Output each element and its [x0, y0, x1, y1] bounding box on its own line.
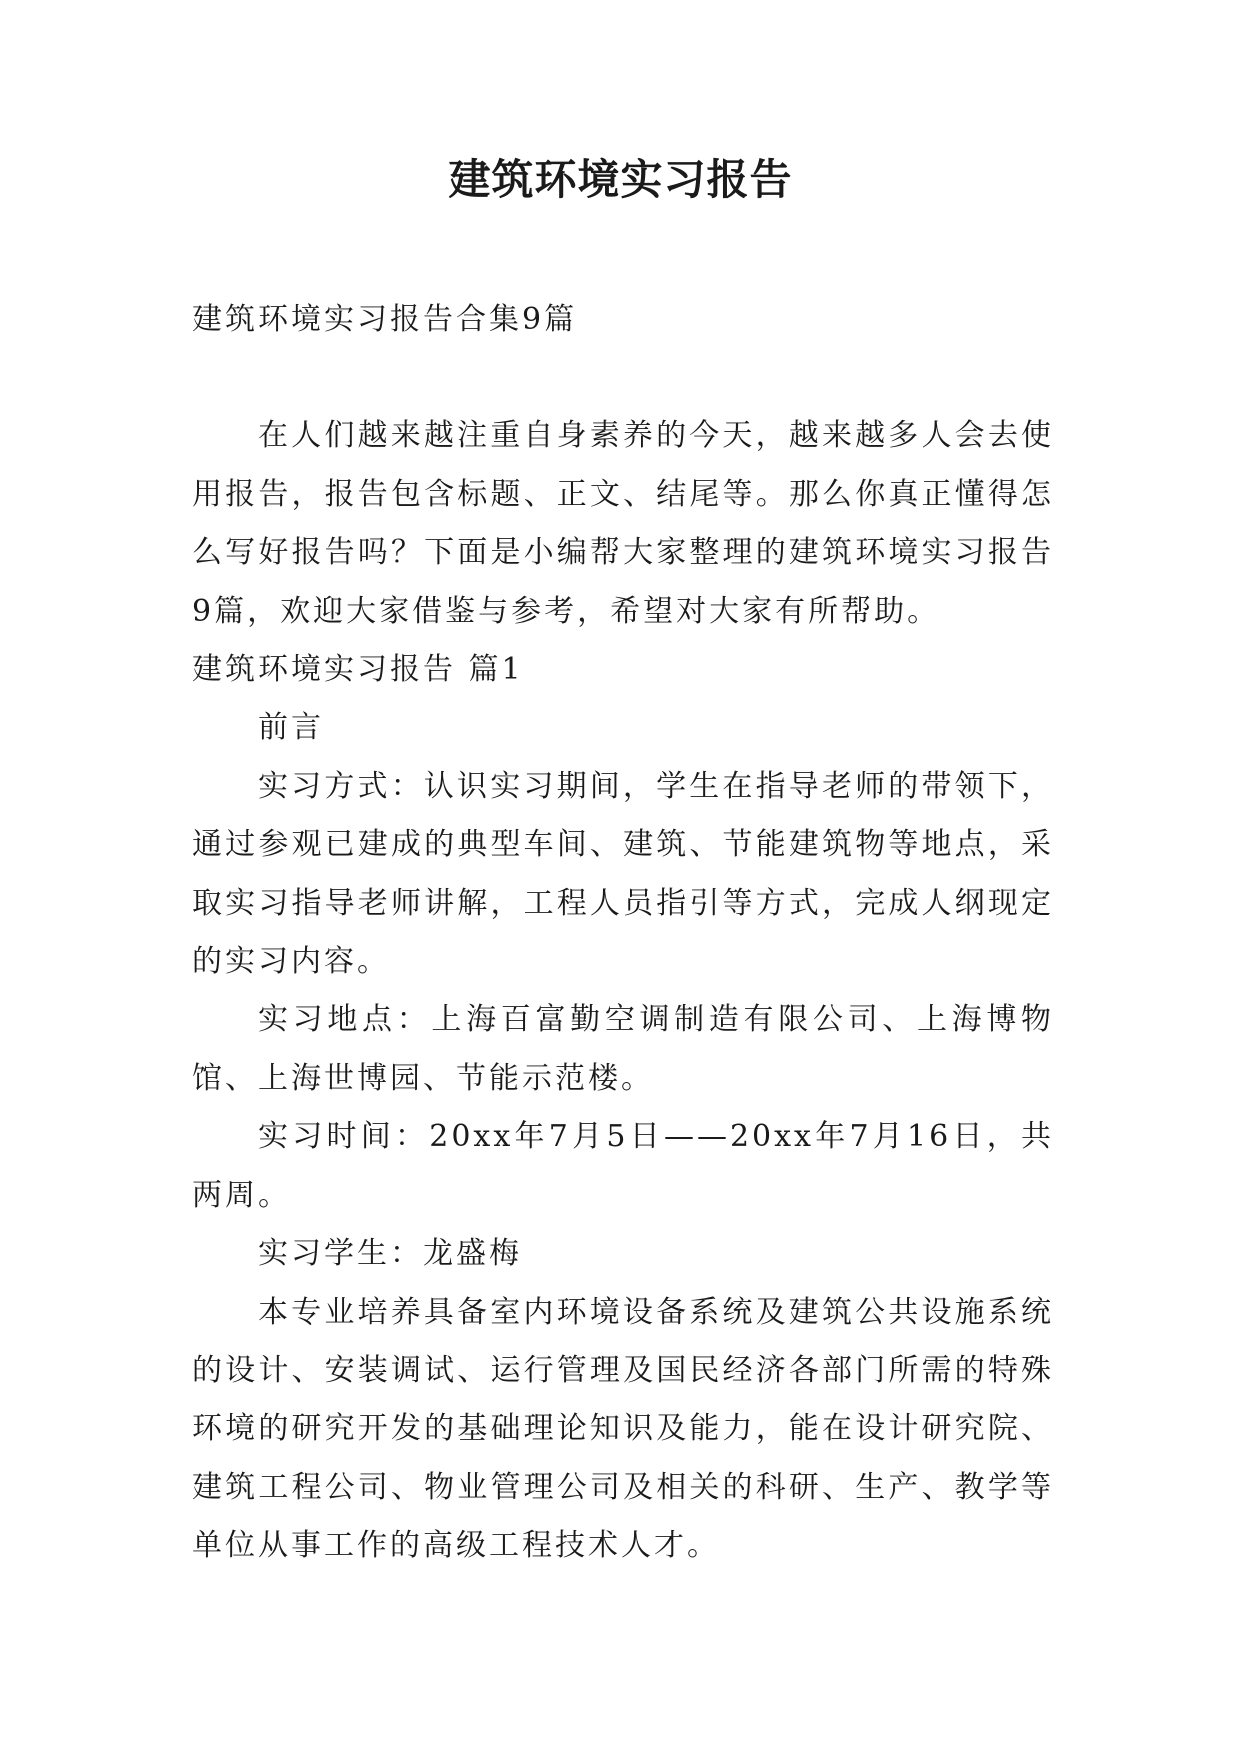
intro-paragraph: 在人们越来越注重自身素养的今天，越来越多人会去使用报告，报告包含标题、正文、结尾等。那么你真正懂得怎么写好报告吗？下面是小编帮大家整理的建筑环境实习报告9篇，欢迎大家借鉴与参考，希望对大家有所帮助。 — [192, 418, 1054, 629]
section-heading: 建筑环境实习报告 篇1 — [192, 652, 524, 688]
preface-heading: 前言 — [258, 710, 324, 746]
method-paragraph: 实习方式：认识实习期间，学生在指导老师的带领下，通过参观已建成的典型车间、建筑、节能建筑物等地点，采取实习指导老师讲解，工程人员指引等方式，完成人纲现定的实习内容。 — [192, 768, 1054, 980]
student-paragraph: 实习学生：龙盛梅 — [258, 1236, 522, 1272]
time-paragraph: 实习时间：20xx年7月5日——20xx年7月16日，共两周。 — [192, 1119, 1054, 1213]
major-description-paragraph: 本专业培养具备室内环境设备系统及建筑公共设施系统的设计、安装调试、运行管理及国民经济各部门所需的特殊环境的研究开发的基础理论知识及能力，能在设计研究院、建筑工程公司、物业管理公司及相关的科研、生产、教学等单位从事工作的高级工程技术人才。 — [192, 1294, 1054, 1564]
location-paragraph: 实习地点：上海百富勤空调制造有限公司、上海博物馆、上海世博园、节能示范楼。 — [192, 1002, 1054, 1096]
document-title: 建筑环境实习报告 — [448, 155, 793, 204]
document-body — [192, 291, 1054, 1576]
document-subtitle: 建筑环境实习报告合集9篇 — [192, 302, 578, 337]
